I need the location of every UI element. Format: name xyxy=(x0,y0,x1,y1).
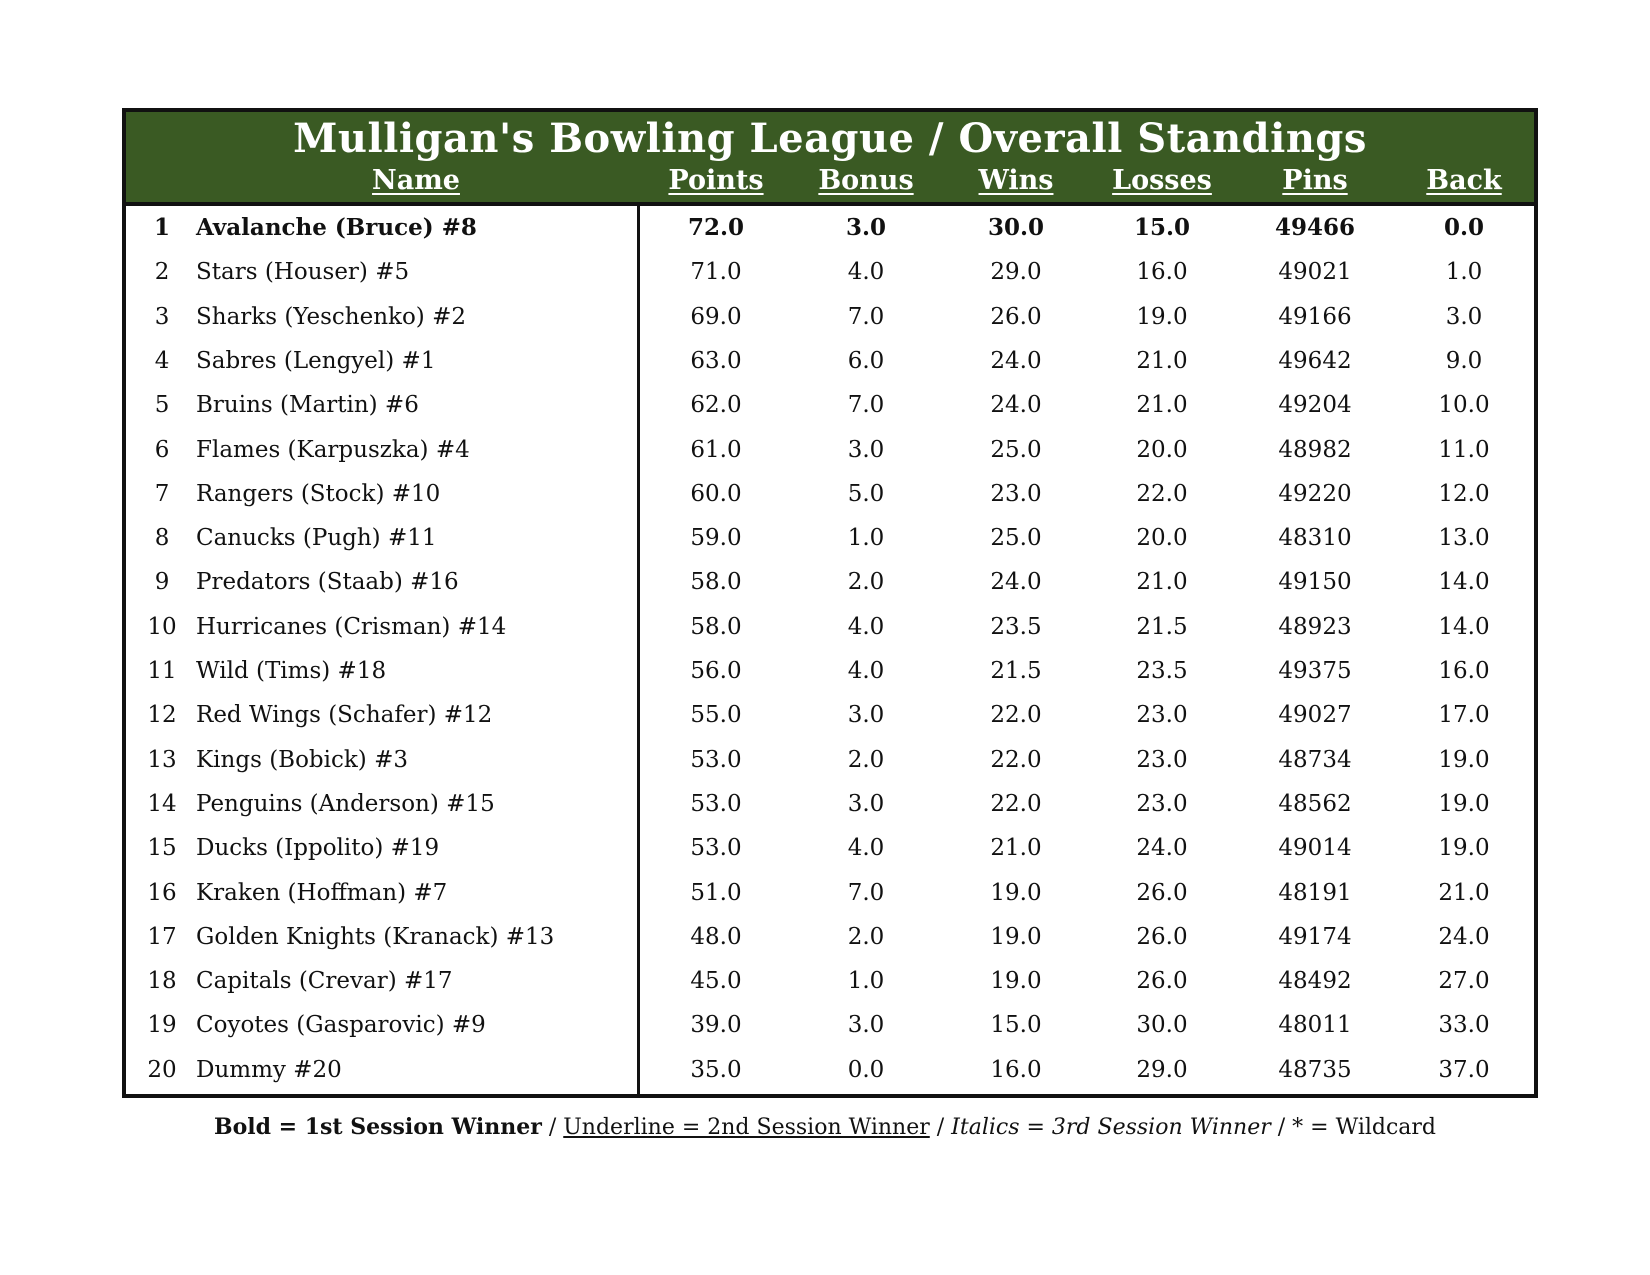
losses-cell: 23.0 xyxy=(1136,746,1188,773)
table-row: 1 Avalanche (Bruce) #8 72.0 3.0 30.0 15.0 49466 0.0 xyxy=(126,206,1534,250)
losses-cell: 19.0 xyxy=(1136,303,1188,330)
team-name-cell: Stars (Houser) #5 xyxy=(196,259,410,286)
back-cell: 17.0 xyxy=(1438,702,1490,729)
team-name-cell: Avalanche (Bruce) #8 xyxy=(196,214,477,241)
legend-separator: / xyxy=(929,1115,952,1140)
pins-cell: 49204 xyxy=(1278,392,1352,419)
pins-cell: 48011 xyxy=(1278,1012,1352,1039)
table-row: 16 Kraken (Hoffman) #7 51.0 7.0 19.0 26.0 48191 21.0 xyxy=(126,871,1534,915)
column-header-wins: Wins xyxy=(978,165,1054,196)
wins-cell: 16.0 xyxy=(990,1056,1042,1083)
back-cell: 10.0 xyxy=(1438,392,1490,419)
table-row: 8 Canucks (Pugh) #11 59.0 1.0 25.0 20.0 48310 13.0 xyxy=(126,516,1534,560)
points-cell: 51.0 xyxy=(690,879,742,906)
losses-cell: 26.0 xyxy=(1136,879,1188,906)
points-cell: 53.0 xyxy=(690,835,742,862)
back-cell: 13.0 xyxy=(1438,525,1490,552)
bonus-cell: 3.0 xyxy=(845,214,887,241)
legend-bold: Bold = 1st Session Winner xyxy=(213,1114,542,1140)
wins-cell: 22.0 xyxy=(990,702,1042,729)
losses-cell: 22.0 xyxy=(1136,480,1188,507)
team-name-cell: Ducks (Ippolito) #19 xyxy=(196,835,440,862)
back-cell: 0.0 xyxy=(1443,214,1485,241)
table-row: 5 Bruins (Martin) #6 62.0 7.0 24.0 21.0 49204 10.0 xyxy=(126,383,1534,427)
points-cell: 63.0 xyxy=(690,347,742,374)
bonus-cell: 7.0 xyxy=(847,392,885,419)
standings-table xyxy=(122,108,1538,1098)
points-cell: 35.0 xyxy=(690,1056,742,1083)
losses-cell: 16.0 xyxy=(1136,259,1188,286)
losses-cell: 21.5 xyxy=(1136,613,1188,640)
back-cell: 33.0 xyxy=(1438,1012,1490,1039)
table-row: 9 Predators (Staab) #16 58.0 2.0 24.0 21.0 49150 14.0 xyxy=(126,560,1534,604)
pins-cell: 49174 xyxy=(1278,923,1352,950)
points-cell: 53.0 xyxy=(690,746,742,773)
pins-cell: 48982 xyxy=(1278,436,1352,463)
pins-cell: 49375 xyxy=(1278,658,1352,684)
losses-cell: 24.0 xyxy=(1136,835,1188,862)
table-row: 4 Sabres (Lengyel) #1 63.0 6.0 24.0 21.0 49642 9.0 xyxy=(126,339,1534,383)
back-cell: 12.0 xyxy=(1438,480,1490,507)
back-cell: 14.0 xyxy=(1438,613,1490,640)
back-cell: 24.0 xyxy=(1438,923,1490,950)
table-row: 15 Ducks (Ippolito) #19 53.0 4.0 21.0 24.0 49014 19.0 xyxy=(126,826,1534,870)
points-cell: 56.0 xyxy=(690,658,742,684)
points-cell: 71.0 xyxy=(690,259,742,286)
losses-cell: 20.0 xyxy=(1136,436,1188,463)
wins-cell: 21.0 xyxy=(990,835,1042,862)
back-cell: 27.0 xyxy=(1438,968,1490,995)
pins-cell: 48923 xyxy=(1278,613,1352,640)
team-name-cell: Flames (Karpuszka) #4 xyxy=(196,436,470,463)
legend xyxy=(0,1112,1650,1143)
bonus-cell: 2.0 xyxy=(847,746,885,773)
back-cell: 9.0 xyxy=(1445,347,1483,374)
team-name-cell: Kings (Bobick) #3 xyxy=(196,746,408,773)
table-row: 10 Hurricanes (Crisman) #14 58.0 4.0 23.5 21.5 48923 14.0 xyxy=(126,605,1534,649)
points-cell: 61.0 xyxy=(690,436,742,463)
back-cell: 11.0 xyxy=(1438,436,1490,463)
bonus-cell: 1.0 xyxy=(847,525,885,552)
table-row: 17 Golden Knights (Kranack) #13 48.0 2.0 19.0 26.0 49174 24.0 xyxy=(126,915,1534,959)
back-cell: 14.0 xyxy=(1438,569,1490,596)
bonus-cell: 3.0 xyxy=(847,436,885,463)
wins-cell: 24.0 xyxy=(990,347,1042,374)
team-name-cell: Bruins (Martin) #6 xyxy=(196,392,419,419)
table-row: 13 Kings (Bobick) #3 53.0 2.0 22.0 23.0 48734 19.0 xyxy=(126,738,1534,782)
losses-cell: 26.0 xyxy=(1136,968,1188,995)
pins-cell: 49027 xyxy=(1278,702,1352,729)
pins-cell: 49466 xyxy=(1274,214,1356,241)
bonus-cell: 1.0 xyxy=(847,968,885,995)
losses-cell: 21.0 xyxy=(1136,569,1188,596)
legend-separator: / xyxy=(541,1115,564,1140)
team-name-cell: Rangers (Stock) #10 xyxy=(196,480,441,507)
column-header-points: Points xyxy=(668,165,764,196)
losses-cell: 21.0 xyxy=(1136,392,1188,419)
column-header-name: Name xyxy=(372,165,460,196)
wins-cell: 19.0 xyxy=(990,879,1042,906)
team-name-cell: Penguins (Anderson) #15 xyxy=(196,790,495,817)
table-row: 11 Wild (Tims) #18 56.0 4.0 21.5 23.5 49375 16.0 xyxy=(126,649,1534,693)
table-row: 2 Stars (Houser) #5 71.0 4.0 29.0 16.0 49021 1.0 xyxy=(126,250,1534,294)
table-row: 18 Capitals (Crevar) #17 45.0 1.0 19.0 26.0 48492 27.0 xyxy=(126,959,1534,1003)
points-cell: 60.0 xyxy=(690,480,742,507)
points-cell: 59.0 xyxy=(690,525,742,552)
wins-cell: 25.0 xyxy=(990,436,1042,463)
column-header-back: Back xyxy=(1426,165,1502,196)
team-name-cell: Golden Knights (Kranack) #13 xyxy=(196,923,555,950)
team-name-cell: Red Wings (Schafer) #12 xyxy=(196,702,493,729)
team-name-cell: Predators (Staab) #16 xyxy=(196,569,459,596)
pins-cell: 49150 xyxy=(1278,569,1352,596)
points-cell: 55.0 xyxy=(690,702,742,729)
legend-separator: / xyxy=(1270,1115,1293,1140)
losses-cell: 21.0 xyxy=(1136,347,1188,374)
bonus-cell: 2.0 xyxy=(847,923,885,950)
back-cell: 19.0 xyxy=(1438,790,1490,817)
back-cell: 37.0 xyxy=(1438,1056,1490,1083)
wins-cell: 23.0 xyxy=(990,480,1042,507)
column-header-pins: Pins xyxy=(1282,165,1348,196)
wins-cell: 26.0 xyxy=(990,303,1042,330)
back-cell: 1.0 xyxy=(1445,259,1483,286)
points-cell: 53.0 xyxy=(690,790,742,817)
table-header xyxy=(126,112,1534,206)
pins-cell: 49021 xyxy=(1278,259,1352,286)
losses-cell: 15.0 xyxy=(1133,214,1191,241)
column-header-bonus: Bonus xyxy=(818,165,914,196)
team-name-cell: Dummy #20 xyxy=(196,1056,342,1083)
pins-cell: 48735 xyxy=(1278,1056,1352,1083)
pins-cell: 48191 xyxy=(1278,879,1352,906)
page-title: Mulligan's Bowling League / Overall Standings xyxy=(293,115,1367,162)
wins-cell: 22.0 xyxy=(990,746,1042,773)
back-cell: 21.0 xyxy=(1438,879,1490,906)
bonus-cell: 3.0 xyxy=(847,702,885,729)
losses-cell: 26.0 xyxy=(1136,923,1188,950)
team-name-cell: Hurricanes (Crisman) #14 xyxy=(196,613,507,640)
team-name-cell: Capitals (Crevar) #17 xyxy=(196,968,453,995)
table-row: 19 Coyotes (Gasparovic) #9 39.0 3.0 15.0 30.0 48011 33.0 xyxy=(126,1003,1534,1047)
bonus-cell: 4.0 xyxy=(847,613,885,640)
pins-cell: 48310 xyxy=(1278,525,1352,552)
legend-wildcard: * = Wildcard xyxy=(1292,1115,1437,1140)
team-name-cell: Wild (Tims) #18 xyxy=(196,658,387,684)
table-row: 20 Dummy #20 35.0 0.0 16.0 29.0 48735 37.0 xyxy=(126,1048,1534,1092)
team-name-cell: Sharks (Yeschenko) #2 xyxy=(196,303,466,330)
points-cell: 72.0 xyxy=(687,214,745,241)
bonus-cell: 6.0 xyxy=(847,347,885,374)
points-cell: 69.0 xyxy=(690,303,742,330)
legend-italics: Italics = 3rd Session Winner xyxy=(951,1115,1271,1140)
losses-cell: 30.0 xyxy=(1136,1012,1188,1039)
table-row: 6 Flames (Karpuszka) #4 61.0 3.0 25.0 20.0 48982 11.0 xyxy=(126,428,1534,472)
pins-cell: 48562 xyxy=(1278,790,1352,817)
back-cell: 16.0 xyxy=(1438,658,1490,684)
pins-cell: 49014 xyxy=(1278,835,1352,862)
pins-cell: 48734 xyxy=(1278,746,1352,773)
pins-cell: 49642 xyxy=(1278,347,1352,374)
table-row: 14 Penguins (Anderson) #15 53.0 3.0 22.0 23.0 48562 19.0 xyxy=(126,782,1534,826)
wins-cell: 23.5 xyxy=(990,613,1042,640)
pins-cell: 49166 xyxy=(1278,303,1352,330)
points-cell: 58.0 xyxy=(690,569,742,596)
bonus-cell: 2.0 xyxy=(847,569,885,596)
points-cell: 39.0 xyxy=(690,1012,742,1039)
bonus-cell: 3.0 xyxy=(847,1012,885,1039)
column-header-losses: Losses xyxy=(1112,165,1212,196)
wins-cell: 21.5 xyxy=(990,658,1042,684)
team-name-cell: Coyotes (Gasparovic) #9 xyxy=(196,1012,486,1039)
team-name-cell: Sabres (Lengyel) #1 xyxy=(196,347,436,374)
wins-cell: 24.0 xyxy=(990,569,1042,596)
bonus-cell: 4.0 xyxy=(847,835,885,862)
back-cell: 3.0 xyxy=(1445,303,1483,330)
bonus-cell: 0.0 xyxy=(847,1056,885,1083)
losses-cell: 23.0 xyxy=(1136,702,1188,729)
points-cell: 58.0 xyxy=(690,613,742,640)
losses-cell: 23.0 xyxy=(1136,790,1188,817)
bonus-cell: 3.0 xyxy=(847,790,885,817)
bonus-cell: 4.0 xyxy=(847,259,885,286)
wins-cell: 24.0 xyxy=(990,392,1042,419)
points-cell: 62.0 xyxy=(690,392,742,419)
bonus-cell: 7.0 xyxy=(847,879,885,906)
bonus-cell: 7.0 xyxy=(847,303,885,330)
wins-cell: 22.0 xyxy=(990,790,1042,817)
bonus-cell: 4.0 xyxy=(847,658,885,684)
wins-cell: 29.0 xyxy=(990,259,1042,286)
wins-cell: 30.0 xyxy=(987,214,1045,241)
team-name-cell: Canucks (Pugh) #11 xyxy=(196,525,437,552)
legend-underline: Underline = 2nd Session Winner xyxy=(563,1115,930,1140)
team-name-cell: Kraken (Hoffman) #7 xyxy=(196,879,448,906)
wins-cell: 19.0 xyxy=(990,968,1042,995)
table-row: 12 Red Wings (Schafer) #12 55.0 3.0 22.0 23.0 49027 17.0 xyxy=(126,693,1534,737)
back-cell: 19.0 xyxy=(1438,835,1490,862)
pins-cell: 48492 xyxy=(1278,968,1352,995)
points-cell: 45.0 xyxy=(690,968,742,995)
wins-cell: 19.0 xyxy=(990,923,1042,950)
back-cell: 19.0 xyxy=(1438,746,1490,773)
pins-cell: 49220 xyxy=(1278,480,1352,507)
points-cell: 48.0 xyxy=(690,923,742,950)
bonus-cell: 5.0 xyxy=(847,480,885,507)
table-row: 3 Sharks (Yeschenko) #2 69.0 7.0 26.0 19.0 49166 3.0 xyxy=(126,295,1534,339)
losses-cell: 23.5 xyxy=(1136,658,1188,684)
table-row: 7 Rangers (Stock) #10 60.0 5.0 23.0 22.0 49220 12.0 xyxy=(126,472,1534,516)
wins-cell: 25.0 xyxy=(990,525,1042,552)
losses-cell: 20.0 xyxy=(1136,525,1188,552)
wins-cell: 15.0 xyxy=(990,1012,1042,1039)
losses-cell: 29.0 xyxy=(1136,1056,1188,1083)
